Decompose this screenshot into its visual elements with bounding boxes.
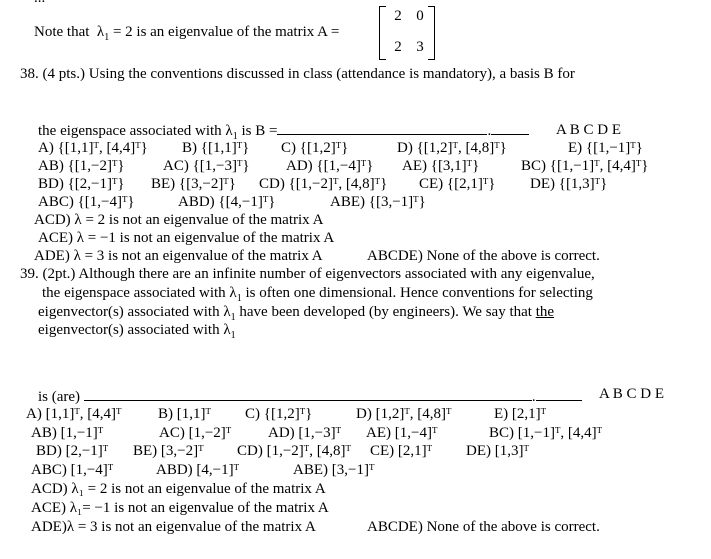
q39-line-3-text: eigenvector(s) associated with λ [38,304,231,320]
q39-option: A) [1,1]ᵀ, [4,4]ᵀ [26,406,122,422]
q39-option: D) [1,2]ᵀ, [4,8]ᵀ [356,406,452,422]
q39-option: ABE) [3,−1]ᵀ [293,462,375,478]
note-lambda-sub: 1 [104,32,110,43]
q39-prompt [38,388,582,406]
q39-line-3 [38,304,554,321]
q38-option: A) {[1,1]ᵀ, [4,4]ᵀ} [38,140,148,156]
q39-option: BD) [2,−1]ᵀ [36,443,109,459]
q39-line-4 [38,322,236,339]
q38-option: ACE) λ = −1 is not an eigenvalue of the matrix A [38,230,335,246]
q39-option: AC) [1,−2]ᵀ [159,425,232,441]
q38-option: BD) {[2,−1]ᵀ} [38,176,125,192]
q39-option: BC) [1,−1]ᵀ, [4,4]ᵀ [489,425,603,441]
q38-prompt-text-2: is B = [237,123,278,139]
q38-option: CD) {[1,−2]ᵀ, [4,8]ᵀ} [259,176,388,192]
q39-option: DE) [1,3]ᵀ [466,443,529,459]
q38-prompt-end: . [487,123,492,139]
q38-option: ABE) {[3,−1]ᵀ} [330,194,426,210]
q39-option: ABD) [4,−1]ᵀ [156,462,240,478]
q39-option: ACE) λ₁= −1 is not an eigenvalue of the matrix A [31,500,329,516]
q39-answer-blank[interactable] [84,388,532,401]
q39-line-2-sub: 1 [236,293,242,304]
q38-option: AE) {[3,1]ᵀ} [402,158,480,174]
q38-option: AC) {[1,−3]ᵀ} [163,158,250,174]
q38-option: CE) {[2,1]ᵀ} [419,176,496,192]
q38-option: ABD) {[4,−1]ᵀ} [178,194,276,210]
q38-option: BC) {[1,−1]ᵀ, [4,4]ᵀ} [521,158,649,174]
q38-prompt [38,122,529,140]
top-fragment [34,0,45,7]
q39-line-3-text-2: have been developed (by engineers). We say that [235,304,536,320]
matrix-cell: 2 [394,8,402,24]
q39-option: ABCDE) None of the above is correct. [367,519,600,535]
q38-title: 38. (4 pts.) Using the conventions discussed in class (attendance is mandatory), a basis B for [20,66,575,82]
q39-option: C) {[1,2]ᵀ} [245,406,313,422]
q38-option: B) {[1,1]ᵀ} [182,140,250,156]
q39-option: ACD) λ₁ = 2 is not an eigenvalue of the matrix A [31,481,326,497]
q38-option: AD) {[1,−4]ᵀ} [286,158,374,174]
q39-prompt-end: . [531,389,536,405]
q39-option: CD) [1,−2]ᵀ, [4,8]ᵀ [237,443,351,459]
q39-option: AD) [1,−3]ᵀ [268,425,342,441]
q39-line-2-text: the eigenspace associated with λ [42,285,237,301]
q39-answer-key: A B C D E [599,386,665,402]
note-lambda: λ [96,24,105,40]
note-value: = 2 is an eigenvalue of the matrix A = [112,24,340,40]
q39-option: ADE)λ = 3 is not an eigenvalue of the matrix A [31,519,316,535]
note-line [34,24,339,41]
matrix-left-bracket [379,6,386,60]
q38-option: ABC) {[1,−4]ᵀ} [38,194,135,210]
q39-option: AE) [1,−4]ᵀ [366,425,438,441]
q39-line-4-text: eigenvector(s) associated with λ [38,322,231,338]
matrix-a [379,6,435,58]
q39-option: ABC) [1,−4]ᵀ [31,462,114,478]
q39-prompt-text: is (are) [38,389,81,405]
q39-line-4-sub: 1 [230,330,236,341]
q38-option: DE) {[1,3]ᵀ} [530,176,608,192]
q39-option: E) [2,1]ᵀ [494,406,547,422]
q38-option: D) {[1,2]ᵀ, [4,8]ᵀ} [397,140,507,156]
q38-answer-key: A B C D E [556,122,622,138]
q38-prompt-sub: 1 [232,131,238,142]
q38-option: E) {[1,−1]ᵀ} [568,140,643,156]
matrix-cell: 2 [394,39,402,55]
q38-option: AB) {[1,−2]ᵀ} [38,158,125,174]
q38-option: ABCDE) None of the above is correct. [367,248,600,264]
q39-option: B) [1,1]ᵀ [158,406,211,422]
q38-option: C) {[1,2]ᵀ} [281,140,349,156]
q39-line-2-text-2: is often one dimensional. Hence conventions for selecting [241,285,593,301]
q39-line-3-underlined: the [535,304,555,320]
q38-option: ADE) λ = 3 is not an eigenvalue of the matrix A [34,248,323,264]
q38-answer-blank[interactable] [277,122,487,135]
q39-line-2 [42,285,593,302]
note-text: Note that [34,24,90,40]
q39-answer-blank-2[interactable] [536,388,582,401]
matrix-right-bracket [428,6,435,60]
q39-line-3-sub: 1 [230,312,236,323]
q39-line-1: 39. (2pt.) Although there are an infinite number of eigenvectors associated with any eigenvalue, [20,266,595,282]
q38-answer-blank-2[interactable] [491,122,529,135]
q39-option: AB) [1,−1]ᵀ [31,425,104,441]
q38-option: ACD) λ = 2 is not an eigenvalue of the matrix A [34,212,324,228]
matrix-cell: 3 [416,39,424,55]
q39-option: BE) [3,−2]ᵀ [133,443,204,459]
q39-option: CE) [2,1]ᵀ [370,443,433,459]
matrix-cell: 0 [416,8,424,24]
q38-prompt-text: the eigenspace associated with λ [38,123,233,139]
q38-option: BE) {[3,−2]ᵀ} [151,176,236,192]
